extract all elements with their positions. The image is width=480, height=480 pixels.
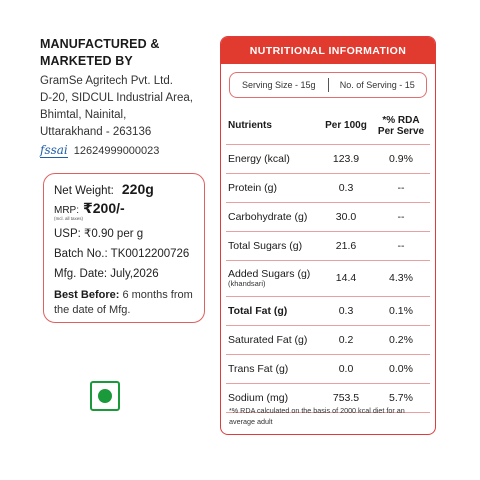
table-row: Total Sugars (g) 21.6 --	[226, 231, 430, 260]
header-rda: *% RDA Per Serve	[372, 108, 430, 144]
fssai-license-number: 12624999000023	[73, 145, 160, 157]
table-row: Total Fat (g) 0.3 0.1%	[226, 296, 430, 325]
servings-count: No. of Serving - 15	[339, 80, 415, 90]
mfg-date: Mfg. Date: July,2026	[54, 268, 159, 280]
table-row: Carbohydrate (g) 30.0 --	[226, 202, 430, 231]
fssai-row	[40, 144, 215, 158]
table-row: Added Sugars (g) (khandsari) 14.4 4.3%	[226, 260, 430, 296]
company-name: GramSe Agritech Pvt. Ltd.	[40, 75, 173, 87]
mrp-tax-note: (Incl. all taxes)	[54, 216, 84, 221]
table-row: Protein (g) 0.3 --	[226, 173, 430, 202]
nutrition-table-header	[226, 108, 430, 144]
best-before: Best Before: 6 months from the date of Mfg.	[54, 289, 193, 316]
serving-info	[229, 72, 427, 98]
serving-size: Serving Size - 15g	[241, 80, 316, 90]
veg-dot	[98, 389, 112, 403]
product-info-box	[43, 173, 205, 323]
unit-sale-price: USP: ₹0.90 per g	[54, 228, 144, 240]
manufacturer-heading: MANUFACTURED & MARKETED BY	[40, 37, 160, 68]
net-weight: Net Weight: 220g	[54, 181, 154, 197]
mrp: MRP: ₹200/-	[54, 200, 125, 216]
table-row: Trans Fat (g) 0.0 0.0%	[226, 354, 430, 383]
table-row: Energy (kcal) 123.9 0.9%	[226, 144, 430, 173]
manufacturer-block	[40, 36, 215, 158]
manufacturer-address: GramSe Agritech Pvt. Ltd. D-20, SIDCUL Industrial Area, Bhimtal, Nainital, Uttarakhand - 263136	[40, 73, 215, 141]
batch-number: Batch No.: TK0012200726	[54, 248, 190, 260]
nutrition-table	[226, 108, 430, 413]
rda-footnote: *% RDA calculated on the basis of 2000 kcal diet for an average adult	[229, 406, 405, 426]
header-nutrients: Nutrients	[226, 108, 320, 144]
nutrition-panel	[220, 36, 436, 435]
header-per-100g: Per 100g	[320, 108, 372, 144]
table-row: Sodium (mg) 753.5 5.7%	[226, 383, 430, 412]
nutrition-title: NUTRITIONAL INFORMATION	[221, 37, 435, 64]
table-row: Saturated Fat (g) 0.2 0.2%	[226, 325, 430, 354]
veg-symbol-icon	[90, 381, 120, 411]
fssai-logo-icon: fssai	[40, 143, 68, 157]
